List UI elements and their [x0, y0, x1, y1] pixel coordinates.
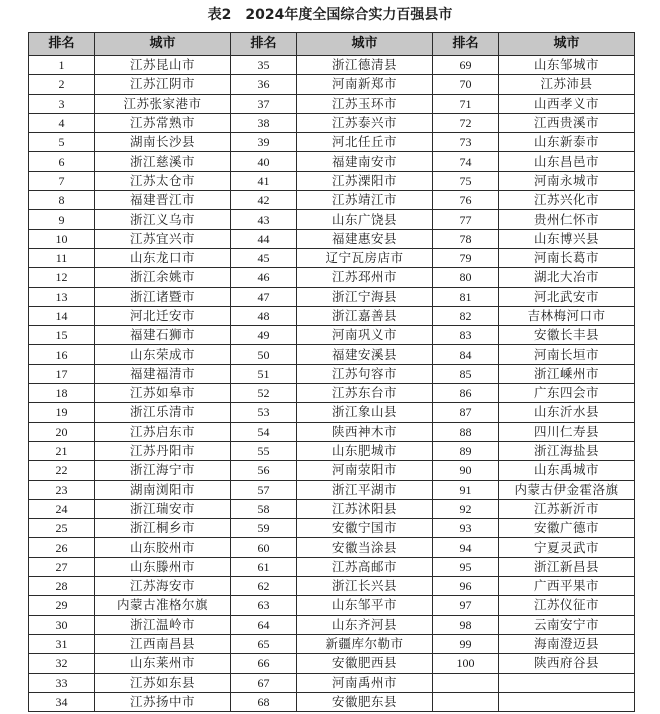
city-cell: 新疆库尔勒市 — [297, 634, 433, 653]
city-cell: 河南长垣市 — [499, 345, 635, 364]
table-row — [29, 557, 635, 576]
caption-title: 2024年度全国综合实力百强县市 — [245, 7, 453, 23]
rank-cell: 90 — [433, 461, 499, 480]
city-cell: 浙江象山县 — [297, 403, 433, 422]
city-cell: 山东博兴县 — [499, 229, 635, 248]
header-rank: 排名 — [231, 33, 297, 56]
rank-cell — [433, 692, 499, 711]
rank-cell: 10 — [29, 229, 95, 248]
city-cell: 山东邹平市 — [297, 596, 433, 615]
city-cell: 浙江宁海县 — [297, 287, 433, 306]
table-row — [29, 248, 635, 267]
table-row — [29, 480, 635, 499]
rank-cell: 87 — [433, 403, 499, 422]
rank-cell: 23 — [29, 480, 95, 499]
rank-cell: 35 — [231, 56, 297, 75]
city-cell: 山东胶州市 — [95, 538, 231, 557]
rank-cell: 52 — [231, 384, 297, 403]
city-cell: 安徽广德市 — [499, 519, 635, 538]
rank-cell: 59 — [231, 519, 297, 538]
city-cell: 江苏泰兴市 — [297, 113, 433, 132]
city-cell: 山东新泰市 — [499, 133, 635, 152]
city-cell: 江西南昌县 — [95, 634, 231, 653]
rank-cell: 51 — [231, 364, 297, 383]
rank-cell: 77 — [433, 210, 499, 229]
table-row — [29, 577, 635, 596]
table-row — [29, 268, 635, 287]
city-cell: 福建福清市 — [95, 364, 231, 383]
city-cell: 江苏启东市 — [95, 422, 231, 441]
table-row — [29, 287, 635, 306]
city-cell: 河北任丘市 — [297, 133, 433, 152]
city-cell: 安徽长丰县 — [499, 326, 635, 345]
table-row — [29, 615, 635, 634]
rank-cell: 83 — [433, 326, 499, 345]
rank-cell: 65 — [231, 634, 297, 653]
rank-cell: 20 — [29, 422, 95, 441]
city-cell: 安徽宁国市 — [297, 519, 433, 538]
rank-cell: 2 — [29, 75, 95, 94]
rank-cell: 34 — [29, 692, 95, 711]
rank-cell: 16 — [29, 345, 95, 364]
city-cell: 贵州仁怀市 — [499, 210, 635, 229]
rank-cell: 40 — [231, 152, 297, 171]
city-cell: 江苏仪征市 — [499, 596, 635, 615]
city-cell: 福建惠安县 — [297, 229, 433, 248]
city-cell: 海南澄迈县 — [499, 634, 635, 653]
rank-cell: 85 — [433, 364, 499, 383]
table-body — [29, 56, 635, 712]
rank-cell: 94 — [433, 538, 499, 557]
rank-cell: 43 — [231, 210, 297, 229]
city-cell: 江苏太仓市 — [95, 171, 231, 190]
rank-cell: 60 — [231, 538, 297, 557]
rank-cell: 97 — [433, 596, 499, 615]
rank-cell: 50 — [231, 345, 297, 364]
rank-cell: 13 — [29, 287, 95, 306]
rank-cell: 41 — [231, 171, 297, 190]
city-cell: 江苏沭阳县 — [297, 499, 433, 518]
city-cell: 江苏溧阳市 — [297, 171, 433, 190]
rank-cell: 47 — [231, 287, 297, 306]
header-city: 城市 — [297, 33, 433, 56]
rank-cell: 63 — [231, 596, 297, 615]
city-cell: 江苏宜兴市 — [95, 229, 231, 248]
rank-cell: 96 — [433, 577, 499, 596]
rank-cell: 36 — [231, 75, 297, 94]
table-row — [29, 210, 635, 229]
rank-cell: 38 — [231, 113, 297, 132]
city-cell: 江苏江阴市 — [95, 75, 231, 94]
city-cell: 浙江义乌市 — [95, 210, 231, 229]
city-cell: 浙江平湖市 — [297, 480, 433, 499]
city-cell: 宁夏灵武市 — [499, 538, 635, 557]
table-row — [29, 538, 635, 557]
table-row — [29, 56, 635, 75]
rank-cell: 99 — [433, 634, 499, 653]
table-row — [29, 94, 635, 113]
rank-cell: 46 — [231, 268, 297, 287]
table-row — [29, 384, 635, 403]
city-cell: 河南巩义市 — [297, 326, 433, 345]
city-cell: 浙江慈溪市 — [95, 152, 231, 171]
city-cell: 江西贵溪市 — [499, 113, 635, 132]
rank-cell: 75 — [433, 171, 499, 190]
rank-cell: 24 — [29, 499, 95, 518]
rank-cell: 74 — [433, 152, 499, 171]
rank-cell: 31 — [29, 634, 95, 653]
rank-cell: 57 — [231, 480, 297, 499]
city-cell: 江苏玉环市 — [297, 94, 433, 113]
table-row — [29, 519, 635, 538]
rank-cell: 27 — [29, 557, 95, 576]
table-row — [29, 113, 635, 132]
rank-cell: 48 — [231, 306, 297, 325]
table-row — [29, 403, 635, 422]
rank-cell: 44 — [231, 229, 297, 248]
city-cell: 江苏如东县 — [95, 673, 231, 692]
rank-cell: 71 — [433, 94, 499, 113]
rank-cell: 84 — [433, 345, 499, 364]
city-cell: 河南新郑市 — [297, 75, 433, 94]
city-cell: 湖南浏阳市 — [95, 480, 231, 499]
rank-cell: 98 — [433, 615, 499, 634]
city-cell: 四川仁寿县 — [499, 422, 635, 441]
table-row — [29, 654, 635, 673]
city-cell: 吉林梅河口市 — [499, 306, 635, 325]
rank-cell: 14 — [29, 306, 95, 325]
city-cell: 江苏海安市 — [95, 577, 231, 596]
city-cell — [499, 673, 635, 692]
city-cell: 江苏靖江市 — [297, 191, 433, 210]
city-cell: 福建安溪县 — [297, 345, 433, 364]
rank-cell: 6 — [29, 152, 95, 171]
city-cell: 浙江余姚市 — [95, 268, 231, 287]
city-cell — [499, 692, 635, 711]
rank-cell: 29 — [29, 596, 95, 615]
city-cell: 广西平果市 — [499, 577, 635, 596]
rank-cell: 4 — [29, 113, 95, 132]
table-row — [29, 306, 635, 325]
city-cell: 浙江嘉善县 — [297, 306, 433, 325]
city-cell: 浙江乐清市 — [95, 403, 231, 422]
rank-cell: 11 — [29, 248, 95, 267]
city-cell: 江苏沛县 — [499, 75, 635, 94]
city-cell: 山东广饶县 — [297, 210, 433, 229]
rank-cell: 54 — [231, 422, 297, 441]
city-cell: 江苏新沂市 — [499, 499, 635, 518]
header-rank: 排名 — [433, 33, 499, 56]
rank-cell: 78 — [433, 229, 499, 248]
rank-cell: 70 — [433, 75, 499, 94]
table-row — [29, 422, 635, 441]
rank-cell: 12 — [29, 268, 95, 287]
rank-cell: 53 — [231, 403, 297, 422]
rank-cell: 86 — [433, 384, 499, 403]
city-cell: 河南长葛市 — [499, 248, 635, 267]
city-cell: 江苏句容市 — [297, 364, 433, 383]
city-cell: 安徽当涂县 — [297, 538, 433, 557]
rank-cell: 64 — [231, 615, 297, 634]
city-cell: 浙江诸暨市 — [95, 287, 231, 306]
city-cell: 浙江海宁市 — [95, 461, 231, 480]
rank-cell: 39 — [231, 133, 297, 152]
rank-cell: 66 — [231, 654, 297, 673]
caption-label: 表2 — [207, 7, 232, 23]
rank-cell: 81 — [433, 287, 499, 306]
city-cell: 河北武安市 — [499, 287, 635, 306]
rank-cell: 3 — [29, 94, 95, 113]
rank-cell: 26 — [29, 538, 95, 557]
city-cell: 湖南长沙县 — [95, 133, 231, 152]
rank-cell: 37 — [231, 94, 297, 113]
city-cell: 浙江德清县 — [297, 56, 433, 75]
rank-cell: 42 — [231, 191, 297, 210]
rank-cell: 55 — [231, 441, 297, 460]
table-row — [29, 364, 635, 383]
rank-cell: 18 — [29, 384, 95, 403]
city-cell: 江苏张家港市 — [95, 94, 231, 113]
table-row — [29, 152, 635, 171]
rank-cell: 68 — [231, 692, 297, 711]
city-cell: 江苏兴化市 — [499, 191, 635, 210]
city-cell: 福建晋江市 — [95, 191, 231, 210]
city-cell: 浙江新昌县 — [499, 557, 635, 576]
table-row — [29, 133, 635, 152]
header-rank: 排名 — [29, 33, 95, 56]
city-cell: 浙江海盐县 — [499, 441, 635, 460]
city-cell: 江苏扬中市 — [95, 692, 231, 711]
city-cell: 陕西府谷县 — [499, 654, 635, 673]
table-row — [29, 499, 635, 518]
rank-cell: 100 — [433, 654, 499, 673]
table-caption — [0, 0, 660, 30]
city-cell: 浙江嵊州市 — [499, 364, 635, 383]
city-cell: 安徽肥西县 — [297, 654, 433, 673]
rank-cell: 67 — [231, 673, 297, 692]
city-cell: 云南安宁市 — [499, 615, 635, 634]
rank-cell: 79 — [433, 248, 499, 267]
rank-cell: 1 — [29, 56, 95, 75]
table-row — [29, 229, 635, 248]
city-cell: 福建南安市 — [297, 152, 433, 171]
rank-cell: 8 — [29, 191, 95, 210]
table-row — [29, 326, 635, 345]
city-cell: 内蒙古伊金霍洛旗 — [499, 480, 635, 499]
rank-cell — [433, 673, 499, 692]
rank-cell: 88 — [433, 422, 499, 441]
city-cell: 福建石狮市 — [95, 326, 231, 345]
city-cell: 山东莱州市 — [95, 654, 231, 673]
city-cell: 江苏邳州市 — [297, 268, 433, 287]
city-cell: 河南永城市 — [499, 171, 635, 190]
city-cell: 江苏东台市 — [297, 384, 433, 403]
city-cell: 河南禹州市 — [297, 673, 433, 692]
city-cell: 安徽肥东县 — [297, 692, 433, 711]
city-cell: 陕西神木市 — [297, 422, 433, 441]
city-cell: 浙江长兴县 — [297, 577, 433, 596]
table-row — [29, 634, 635, 653]
rank-cell: 33 — [29, 673, 95, 692]
city-cell: 江苏丹阳市 — [95, 441, 231, 460]
rank-cell: 76 — [433, 191, 499, 210]
rank-cell: 58 — [231, 499, 297, 518]
city-cell: 江苏昆山市 — [95, 56, 231, 75]
rank-cell: 62 — [231, 577, 297, 596]
rank-cell: 56 — [231, 461, 297, 480]
header-city: 城市 — [95, 33, 231, 56]
rank-cell: 5 — [29, 133, 95, 152]
city-cell: 山东荣成市 — [95, 345, 231, 364]
rank-cell: 21 — [29, 441, 95, 460]
rank-cell: 61 — [231, 557, 297, 576]
rank-cell: 73 — [433, 133, 499, 152]
table-row — [29, 345, 635, 364]
table-row — [29, 171, 635, 190]
city-cell: 山东邹城市 — [499, 56, 635, 75]
table-row — [29, 75, 635, 94]
city-cell: 山东滕州市 — [95, 557, 231, 576]
city-cell: 内蒙古准格尔旗 — [95, 596, 231, 615]
city-cell: 广东四会市 — [499, 384, 635, 403]
city-cell: 江苏常熟市 — [95, 113, 231, 132]
rank-cell: 30 — [29, 615, 95, 634]
rank-cell: 22 — [29, 461, 95, 480]
city-cell: 山东沂水县 — [499, 403, 635, 422]
rank-cell: 91 — [433, 480, 499, 499]
rank-cell: 17 — [29, 364, 95, 383]
city-cell: 辽宁瓦房店市 — [297, 248, 433, 267]
rank-cell: 45 — [231, 248, 297, 267]
rank-cell: 19 — [29, 403, 95, 422]
rank-cell: 25 — [29, 519, 95, 538]
rank-cell: 69 — [433, 56, 499, 75]
city-cell: 山东龙口市 — [95, 248, 231, 267]
city-cell: 山东禹城市 — [499, 461, 635, 480]
rank-cell: 32 — [29, 654, 95, 673]
city-cell: 浙江温岭市 — [95, 615, 231, 634]
city-cell: 江苏如皋市 — [95, 384, 231, 403]
rank-cell: 89 — [433, 441, 499, 460]
rank-cell: 72 — [433, 113, 499, 132]
city-cell: 河北迁安市 — [95, 306, 231, 325]
rank-cell: 80 — [433, 268, 499, 287]
rank-cell: 93 — [433, 519, 499, 538]
city-cell: 江苏高邮市 — [297, 557, 433, 576]
rank-cell: 9 — [29, 210, 95, 229]
table-row — [29, 191, 635, 210]
city-cell: 山东昌邑市 — [499, 152, 635, 171]
table-row — [29, 673, 635, 692]
rank-cell: 82 — [433, 306, 499, 325]
rank-cell: 7 — [29, 171, 95, 190]
rank-cell: 28 — [29, 577, 95, 596]
header-city: 城市 — [499, 33, 635, 56]
city-cell: 山东肥城市 — [297, 441, 433, 460]
table-row — [29, 692, 635, 711]
table-row — [29, 596, 635, 615]
rank-cell: 92 — [433, 499, 499, 518]
header-row — [29, 33, 635, 56]
city-cell: 山东齐河县 — [297, 615, 433, 634]
city-cell: 河南荥阳市 — [297, 461, 433, 480]
city-cell: 湖北大冶市 — [499, 268, 635, 287]
ranking-table — [28, 32, 635, 712]
city-cell: 浙江瑞安市 — [95, 499, 231, 518]
table-row — [29, 441, 635, 460]
city-cell: 浙江桐乡市 — [95, 519, 231, 538]
city-cell: 山西孝义市 — [499, 94, 635, 113]
rank-cell: 15 — [29, 326, 95, 345]
rank-cell: 49 — [231, 326, 297, 345]
rank-cell: 95 — [433, 557, 499, 576]
table-row — [29, 461, 635, 480]
